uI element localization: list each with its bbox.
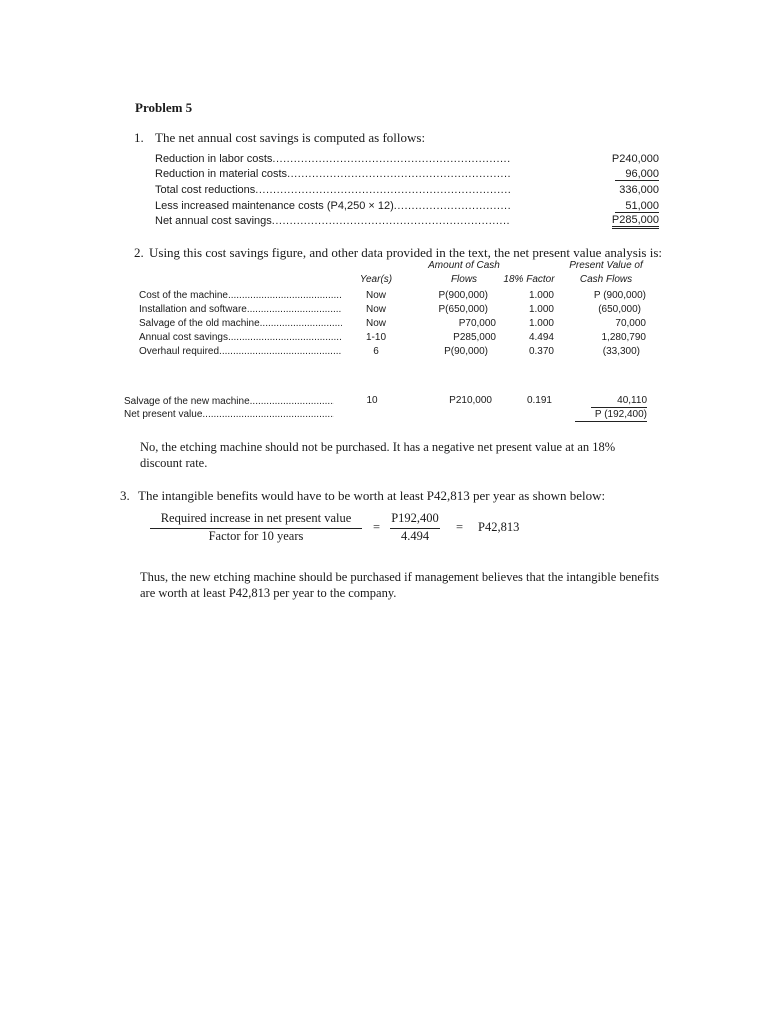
formula-denominator-value: 4.494 (400, 529, 430, 543)
header-amount-line2: Flows (450, 274, 478, 285)
npv-row-pv: (33,300) (602, 346, 640, 357)
formula-equals-2: = (456, 520, 464, 534)
savings-label-material: Reduction in material costs ..... (155, 168, 511, 180)
formula-numerator-value: P192,400 (390, 511, 440, 529)
npv-row-pv: 1,280,790 (601, 332, 646, 343)
savings-label-maintenance: Less increased maintenance costs (P4,250 × 12) ..... (155, 200, 511, 212)
savings-label-labor: Reduction in labor costs ..... (155, 153, 511, 165)
npv-row-factor: 0.370 (528, 346, 554, 357)
header-factor: 18% Factor (503, 274, 555, 285)
header-amount-line1: Amount of Cash (428, 260, 500, 271)
savings-value-maintenance: 51,000 (615, 200, 659, 213)
npv-row-years: 1-10 (365, 332, 386, 343)
npv-row-label: Overhaul required ..... (139, 346, 342, 357)
savings-label-total: Total cost reductions ..... (155, 184, 511, 196)
npv-row-label: Annual cost savings ..... (139, 332, 342, 343)
npv-row-label: Salvage of the old machine ..... (139, 318, 342, 329)
npv-row-amount: P70,000 (458, 318, 496, 329)
formula-result: P42,813 (478, 520, 520, 534)
npv-row-years: Now (365, 290, 386, 301)
savings-value-net: P285,000 (612, 214, 659, 229)
npv-row-years: Now (365, 304, 386, 315)
problem-title: Problem 5 (135, 100, 193, 115)
savings-value-total: 336,000 (619, 184, 659, 196)
npv-row-factor: 4.494 (528, 332, 554, 343)
salvage-new-years: 10 (366, 395, 378, 406)
formula-numerator-label: Required increase in net present value (150, 511, 362, 529)
npv-row-label: Installation and software ..... (139, 304, 342, 315)
npv-row-amount: P(900,000) (438, 290, 488, 301)
formula-equals-1: = (373, 520, 381, 534)
savings-value-labor: P240,000 (611, 153, 659, 165)
npv-row-factor: 1.000 (528, 304, 554, 315)
salvage-new-factor: 0.191 (526, 395, 552, 406)
header-years: Year(s) (359, 274, 393, 285)
part3-heading: The intangible benefits would have to be worth at least P42,813 per year as shown below: (138, 488, 606, 503)
npv-value: P (192,400) (575, 409, 647, 422)
npv-row-years: 6 (373, 346, 379, 357)
part2-number: 2. (134, 245, 144, 260)
npv-row-factor: 1.000 (528, 290, 554, 301)
part2-conclusion: No, the etching machine should not be purchased. It has a negative net present value at an 18% discount rate. (140, 440, 616, 470)
header-pv-line1: Present Value of (569, 260, 643, 271)
part1-number: 1. (134, 130, 144, 145)
part3-conclusion: Thus, the new etching machine should be purchased if management believes that the intangible benefits are worth at least P42,813 per year to the company. (140, 570, 659, 600)
part2-heading: Using this cost savings figure, and other data provided in the text, the net present value analysis is: (149, 245, 663, 260)
npv-row-factor: 1.000 (528, 318, 554, 329)
npv-row-pv: P (900,000) (593, 290, 646, 301)
npv-row-pv: (650,000) (598, 304, 641, 315)
savings-value-material: 96,000 (615, 168, 659, 181)
savings-label-net: Net annual cost savings ..... (155, 215, 511, 227)
npv-row-amount: P(650,000) (438, 304, 488, 315)
part1-heading: The net annual cost savings is computed as follows: (155, 130, 426, 145)
npv-row-amount: P(90,000) (444, 346, 488, 357)
part3-number: 3. (120, 488, 130, 503)
salvage-new-amount: P210,000 (449, 395, 492, 406)
salvage-new-label: Salvage of the new machine ..... (124, 396, 334, 407)
npv-label: Net present value ..... (124, 409, 334, 420)
npv-row-pv: 70,000 (615, 318, 646, 329)
npv-row-label: Cost of the machine ..... (139, 290, 342, 301)
salvage-new-pv: 40,110 (591, 395, 647, 408)
npv-row-years: Now (365, 318, 386, 329)
formula-denominator-label: Factor for 10 years (208, 529, 304, 543)
npv-row-amount: P285,000 (453, 332, 496, 343)
header-pv-line2: Cash Flows (579, 274, 633, 285)
